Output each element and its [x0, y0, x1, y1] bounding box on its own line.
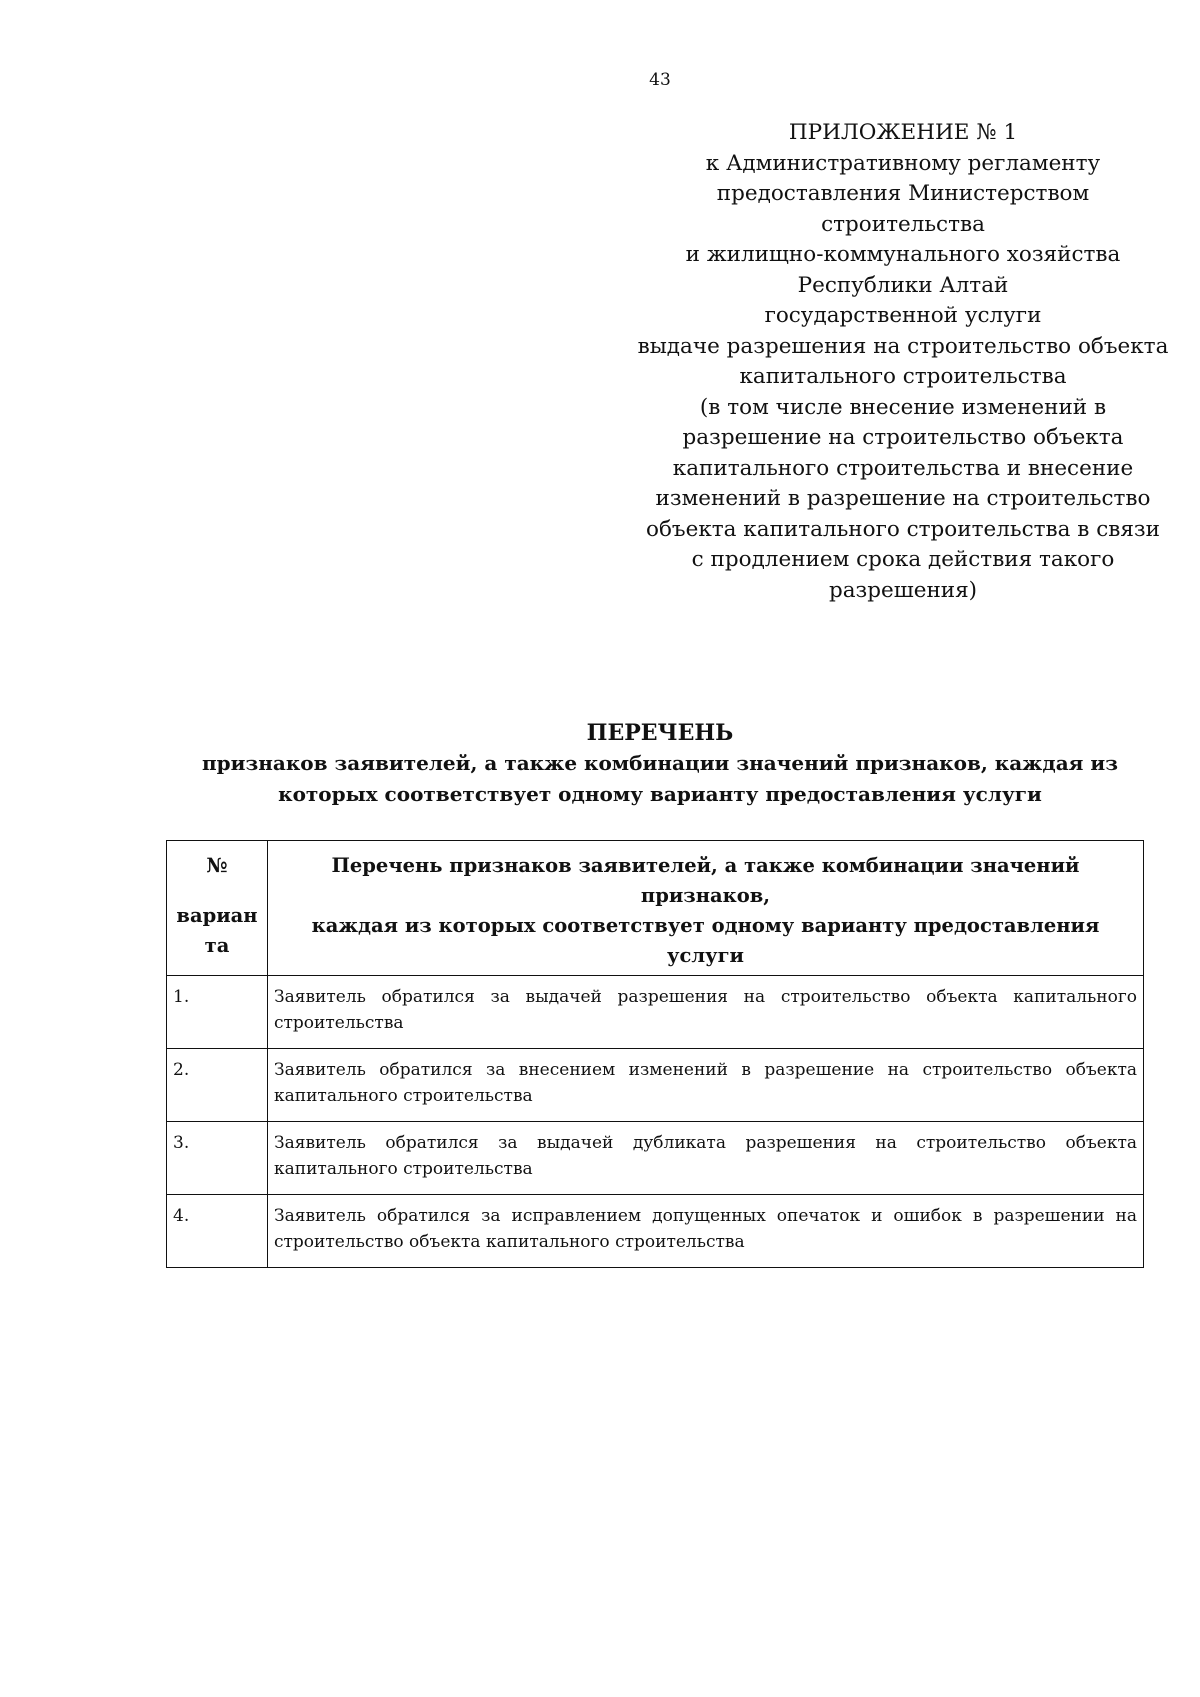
appendix-line: капитального строительства: [739, 364, 1067, 389]
variants-table: [166, 840, 1144, 1268]
title-subtitle-line: которых соответствует одному варианту предоставления услуги: [278, 782, 1042, 806]
row-number: 4.: [167, 1195, 268, 1268]
appendix-line: объекта капитального строительства в связи: [646, 516, 1160, 542]
row-number: 1.: [167, 976, 268, 1049]
header-desc-line: Перечень признаков заявителей, а также комбинации значений признаков,: [331, 854, 1080, 907]
row-description: Заявитель обратился за выдачей разрешения на строительство объекта капитального строительства: [268, 976, 1144, 1049]
row-number: 2.: [167, 1049, 268, 1122]
header-description: [268, 841, 1144, 976]
appendix-line: и жилищно-коммунального хозяйства: [685, 242, 1121, 267]
appendix-line: разрешение на строительство объекта: [682, 425, 1124, 450]
appendix-header: [618, 118, 1188, 606]
appendix-line: ПРИЛОЖЕНИЕ № 1: [788, 120, 1018, 145]
appendix-line: государственной услуги: [764, 303, 1042, 328]
appendix-line: (в том числе внесение изменений в: [699, 394, 1107, 420]
appendix-line: строительства: [821, 211, 985, 237]
title-main: ПЕРЕЧЕНЬ: [586, 720, 734, 746]
row-description: Заявитель обратился за внесением изменений в разрешение на строительство объекта капитального строительства: [268, 1049, 1144, 1122]
row-description: Заявитель обратился за исправлением допущенных опечаток и ошибок в разрешении на строительство объекта капитального строительства: [268, 1195, 1144, 1268]
appendix-line: предоставления Министерством: [716, 181, 1090, 206]
header-desc-line: каждая из которых соответствует одному варианту предоставления услуги: [311, 914, 1100, 967]
table-row: [167, 1049, 1144, 1122]
table-row: [167, 976, 1144, 1049]
appendix-line: к Административному регламенту: [705, 150, 1101, 176]
row-number: 3.: [167, 1122, 268, 1195]
row-description: Заявитель обратился за выдачей дубликата разрешения на строительство объекта капитального строительства: [268, 1122, 1144, 1195]
page-number: 43: [649, 70, 671, 90]
appendix-line: капитального строительства и внесение: [672, 455, 1134, 481]
appendix-line: разрешения): [828, 577, 978, 603]
title-subtitle-line: признаков заявителей, а также комбинации значений признаков, каждая из: [202, 751, 1118, 775]
appendix-line: с продлением срока действия такого: [691, 547, 1115, 572]
table-row: [167, 1122, 1144, 1195]
appendix-line: выдаче разрешения на строительство объекта: [637, 333, 1169, 359]
table-row: [167, 1195, 1144, 1268]
header-variant-number: [167, 841, 268, 976]
appendix-line: изменений в разрешение на строительство: [655, 486, 1151, 511]
table-header-row: [167, 841, 1144, 976]
document-title: [130, 718, 1190, 810]
header-num-word-part1: вариан: [176, 904, 258, 927]
appendix-line: Республики Алтай: [797, 272, 1009, 298]
header-num-symbol: №: [206, 854, 228, 877]
header-num-word-part2: та: [204, 934, 230, 957]
